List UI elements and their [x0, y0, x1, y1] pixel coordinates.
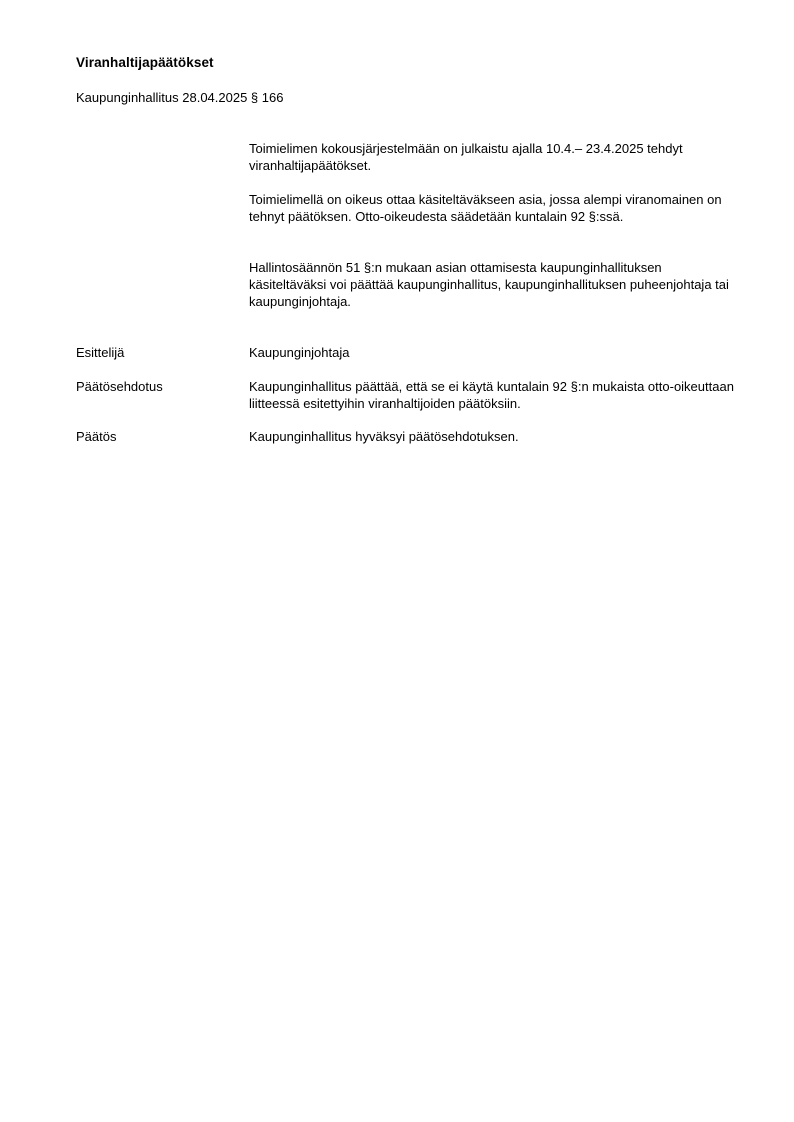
body-paragraph-text: Hallintosäännön 51 §:n mukaan asian ottamisesta kaupunginhallituksen käsiteltäväksi voi päättää kaupunginhallitus, kaupunginhallituksen puheenjohtaja tai kaupunginjohtaja.: [249, 260, 729, 309]
body-paragraph: [249, 259, 739, 310]
proposal-text: Kaupunginhallitus päättää, että se ei käytä kuntalain 92 §:n mukaista otto-oikeuttaan liitteessä esitettyihin viranhaltijoiden päätöksiin.: [249, 379, 734, 411]
document-title: Viranhaltijapäätökset: [76, 55, 214, 70]
decision-label: Päätös: [76, 429, 117, 444]
presenter-label: Esittelijä: [76, 345, 125, 360]
presenter-value: Kaupunginjohtaja: [249, 345, 350, 360]
proposal-value: [249, 378, 739, 412]
body-paragraph-text: Toimielimellä on oikeus ottaa käsiteltäväkseen asia, jossa alempi viranomainen on tehnyt päätöksen. Otto-oikeudesta säädetään kuntalain 92 §:ssä.: [249, 192, 722, 224]
body-paragraph-text: Toimielimen kokousjärjestelmään on julkaistu ajalla 10.4.– 23.4.2025 tehdyt viranhaltijapäätökset.: [249, 141, 683, 173]
meeting-reference: Kaupunginhallitus 28.04.2025 § 166: [76, 90, 284, 105]
proposal-label: Päätösehdotus: [76, 379, 163, 394]
body-paragraph: [249, 140, 739, 174]
decision-value: Kaupunginhallitus hyväksyi päätösehdotuksen.: [249, 429, 519, 444]
body-paragraph: [249, 191, 739, 225]
